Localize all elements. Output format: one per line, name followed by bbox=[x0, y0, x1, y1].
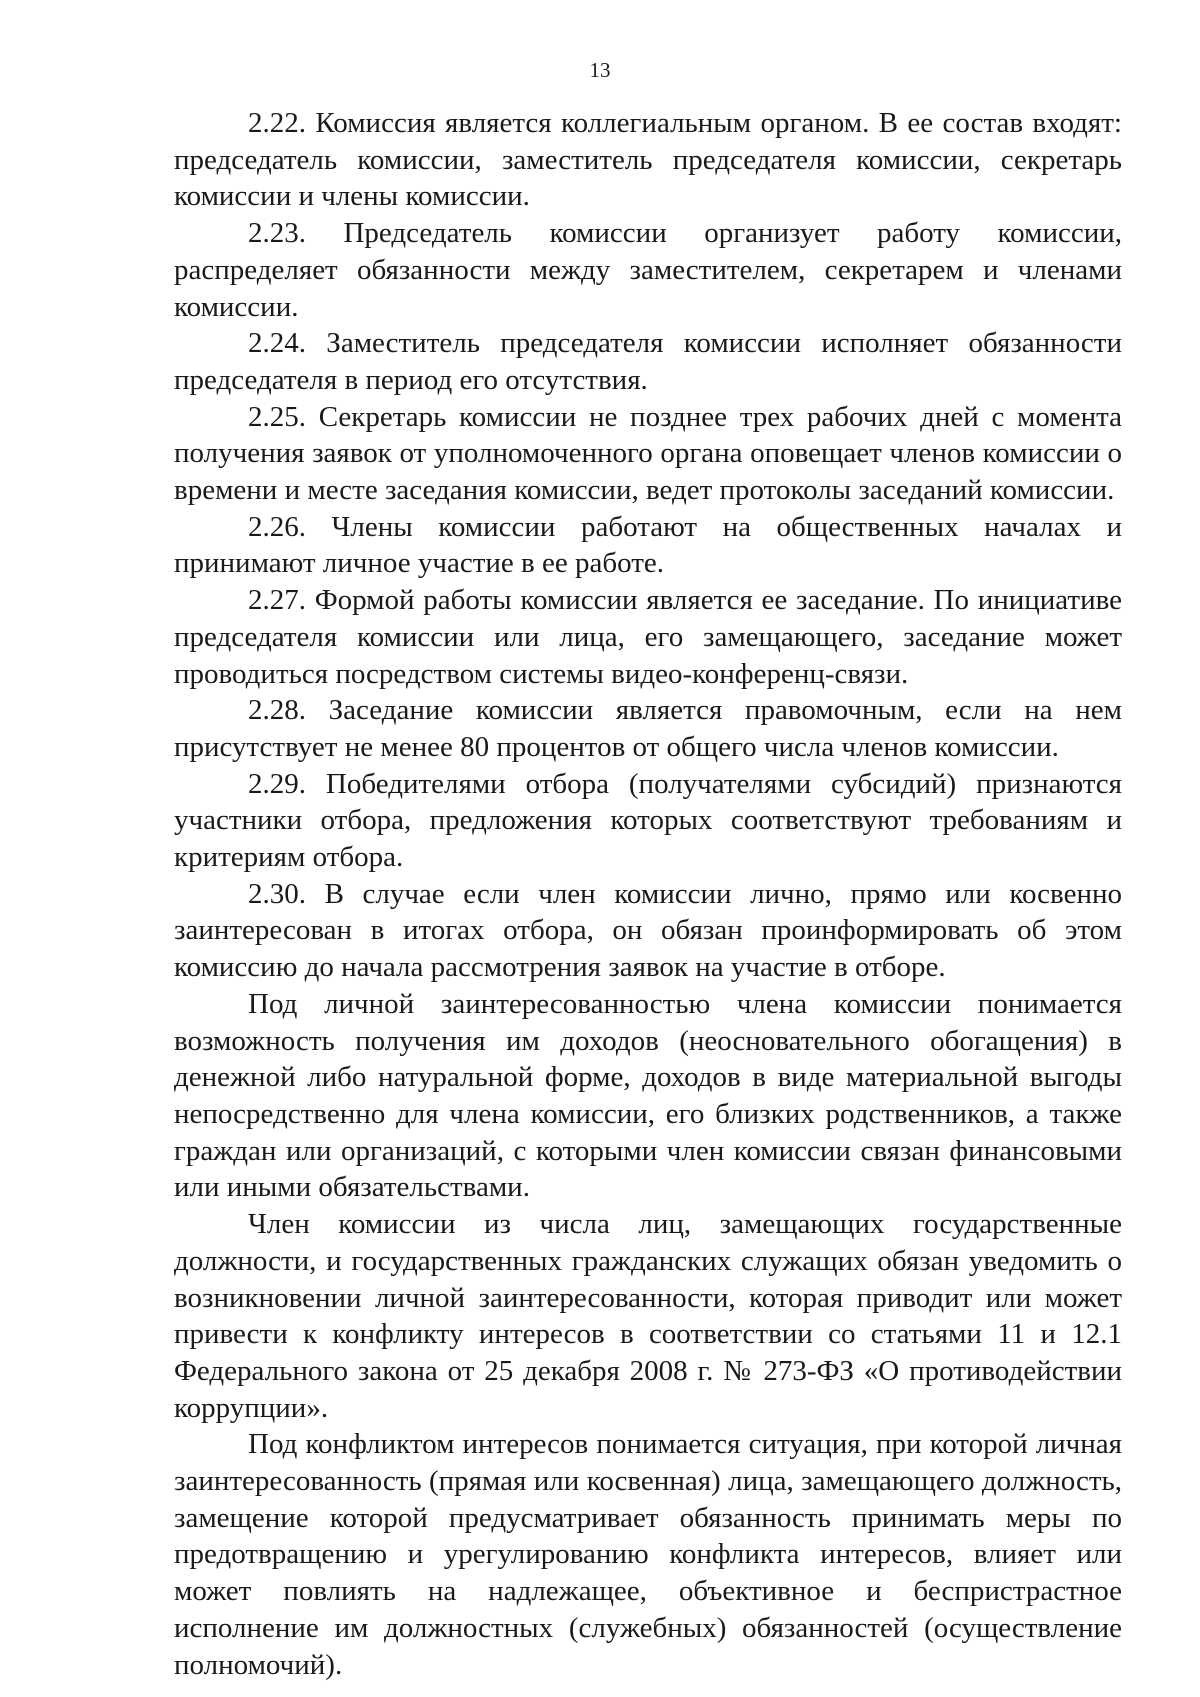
document-body bbox=[174, 105, 1122, 1683]
paragraph-2-30: 2.30. В случае если член комиссии лично, прямо или косвенно заинтересован в итогах отбора, он обязан проинформировать об этом комиссию до начала рассмотрения заявок на участие в отборе. bbox=[174, 877, 1122, 984]
paragraph-conflict-of-interest: Под конфликтом интересов понимается ситуация, при которой личная заинтересованность (прямая или косвенная) лица, замещающего должность, замещение которой предусматривает обязанность принимать меры по предотвращению и урегулированию конфликта интересов, влияет или может повлиять на надлежащее, объективное и беспристрастное исполнение им должностных (служебных) обязанностей (осуществление полномочий). bbox=[174, 1428, 1122, 1681]
paragraph-notification-duty: Член комиссии из числа лиц, замещающих государственные должности, и государственных гражданских служащих обязан уведомить о возникновении личной заинтересованности, которая приводит или может привести к конфликту интересов в соответствии со статьями 11 и 12.1 Федерального закона от 25 декабря 2008 г. № 273-ФЗ «О противодействии коррупции». bbox=[174, 1208, 1122, 1424]
paragraph-2-26: 2.26. Члены комиссии работают на общественных началах и принимают личное участие в ее работе. bbox=[174, 510, 1122, 580]
paragraph-2-25: 2.25. Секретарь комиссии не позднее трех рабочих дней с момента получения заявок от уполномоченного органа оповещает членов комиссии о времени и месте заседания комиссии, ведет протоколы заседаний комиссии. bbox=[174, 400, 1122, 507]
page-number: 13 bbox=[589, 58, 611, 82]
paragraph-2-24: 2.24. Заместитель председателя комиссии исполняет обязанности председателя в период его отсутствия. bbox=[174, 327, 1122, 396]
paragraph-2-23: 2.23. Председатель комиссии организует работу комиссии, распределяет обязанности между заместителем, секретарем и членами комиссии. bbox=[174, 217, 1122, 323]
paragraph-2-27: 2.27. Формой работы комиссии является ее заседание. По инициативе председателя комиссии или лица, его замещающего, заседание может проводиться посредством системы видео-конференц-связи. bbox=[174, 584, 1122, 690]
paragraph-2-28: 2.28. Заседание комиссии является правомочным, если на нем присутствует не менее 80 процентов от общего числа членов комиссии. bbox=[174, 694, 1122, 763]
paragraph-2-22: 2.22. Комиссия является коллегиальным органом. В ее состав входят: председатель комиссии, заместитель председателя комиссии, секретарь комиссии и члены комиссии. bbox=[174, 107, 1122, 213]
paragraph-2-29: 2.29. Победителями отбора (получателями субсидий) признаются участники отбора, предложения которых соответствуют требованиям и критериям отбора. bbox=[174, 767, 1122, 874]
paragraph-personal-interest: Под личной заинтересованностью члена комиссии понимается возможность получения им доходов (неосновательного обогащения) в денежной либо натуральной форме, доходов в виде материальной выгоды непосредственно для члена комиссии, его близких родственников, а также граждан или организаций, с которыми член комиссии связан финансовыми или иными обязательствами. bbox=[174, 987, 1122, 1204]
